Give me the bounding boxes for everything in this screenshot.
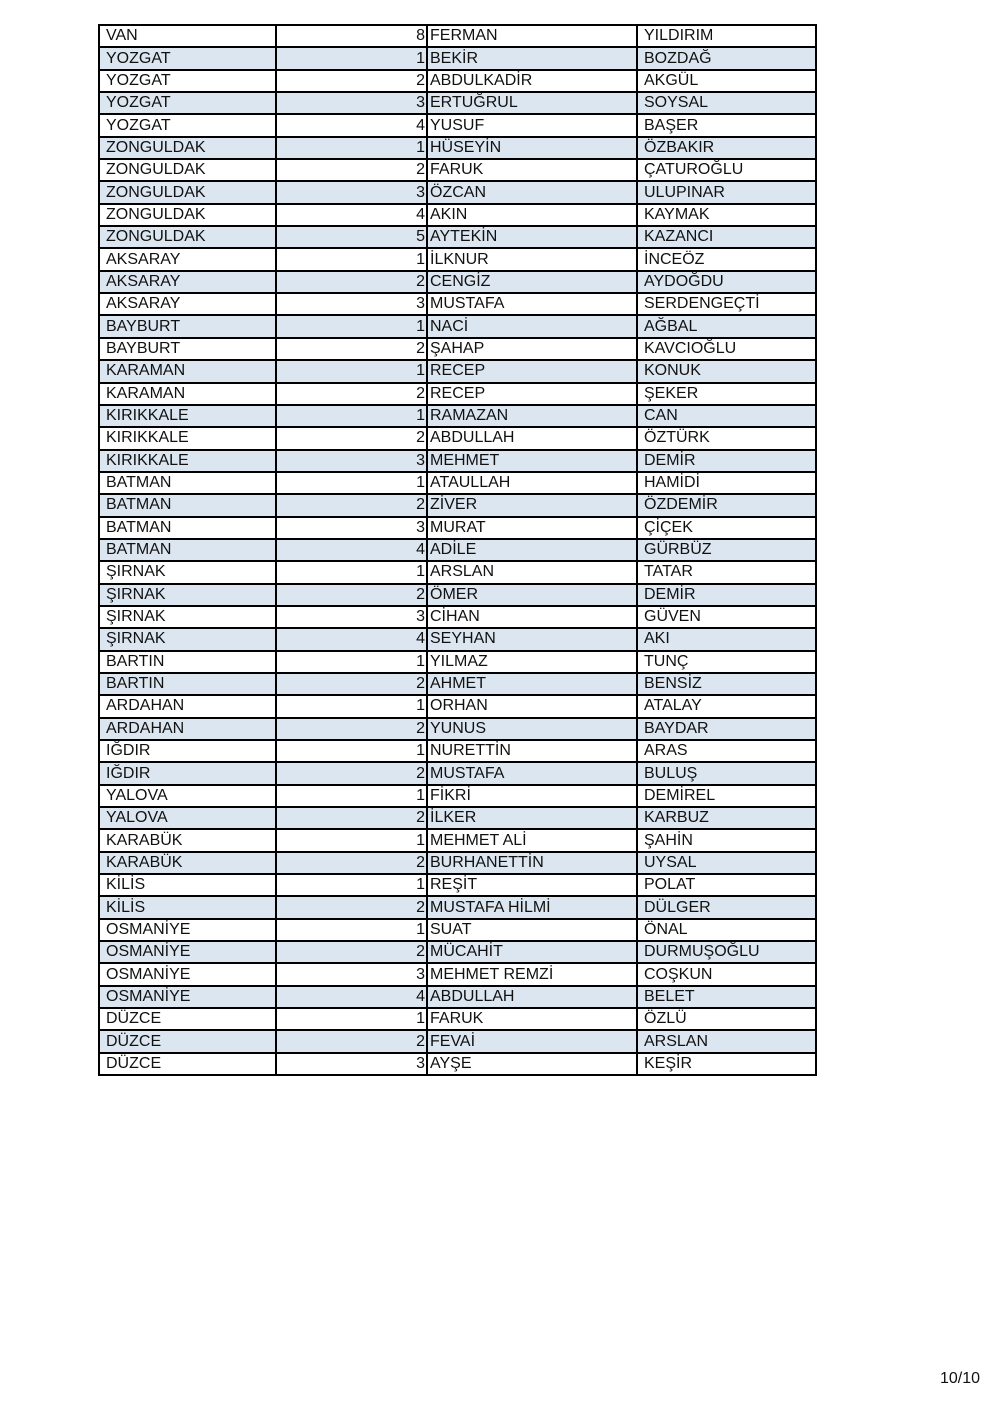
last-name-cell: BAŞER (637, 114, 816, 136)
table-row (99, 628, 816, 650)
table-row (99, 472, 816, 494)
first-name-cell: RAMAZAN (427, 405, 637, 427)
table-row (99, 25, 816, 47)
table-row (99, 450, 816, 472)
table-row (99, 986, 816, 1008)
rank-cell: 4 (276, 114, 427, 136)
province-cell: DÜZCE (99, 1053, 276, 1075)
first-name-cell: FEVAİ (427, 1030, 637, 1052)
first-name-cell: İLKNUR (427, 248, 637, 270)
rank-cell: 3 (276, 1053, 427, 1075)
last-name-cell: ÖZTÜRK (637, 427, 816, 449)
rank-cell: 2 (276, 383, 427, 405)
province-cell: KARAMAN (99, 383, 276, 405)
table-row (99, 360, 816, 382)
last-name-cell: KAYMAK (637, 204, 816, 226)
first-name-cell: ATAULLAH (427, 472, 637, 494)
province-cell: AKSARAY (99, 271, 276, 293)
province-cell: KIRIKKALE (99, 405, 276, 427)
province-cell: ŞIRNAK (99, 561, 276, 583)
rank-cell: 1 (276, 1008, 427, 1030)
table-row (99, 70, 816, 92)
first-name-cell: BURHANETTİN (427, 852, 637, 874)
first-name-cell: SUAT (427, 919, 637, 941)
province-cell: KİLİS (99, 874, 276, 896)
first-name-cell: HÜSEYİN (427, 137, 637, 159)
rank-cell: 8 (276, 25, 427, 47)
province-cell: ŞIRNAK (99, 584, 276, 606)
last-name-cell: TUNÇ (637, 651, 816, 673)
province-cell: BARTIN (99, 651, 276, 673)
rank-cell: 1 (276, 315, 427, 337)
table-row (99, 896, 816, 918)
last-name-cell: DEMİR (637, 450, 816, 472)
rank-cell: 4 (276, 539, 427, 561)
first-name-cell: BEKİR (427, 47, 637, 69)
province-cell: ZONGULDAK (99, 204, 276, 226)
rank-cell: 1 (276, 651, 427, 673)
last-name-cell: ULUPINAR (637, 181, 816, 203)
table-row (99, 963, 816, 985)
first-name-cell: ŞAHAP (427, 338, 637, 360)
table-row (99, 137, 816, 159)
table-row (99, 1008, 816, 1030)
rank-cell: 2 (276, 673, 427, 695)
first-name-cell: ÖZCAN (427, 181, 637, 203)
rank-cell: 2 (276, 852, 427, 874)
rank-cell: 2 (276, 494, 427, 516)
table-row (99, 740, 816, 762)
table-row (99, 226, 816, 248)
table-row (99, 584, 816, 606)
table-row (99, 919, 816, 941)
first-name-cell: FARUK (427, 159, 637, 181)
province-cell: IĞDIR (99, 740, 276, 762)
province-cell: KIRIKKALE (99, 450, 276, 472)
table-row (99, 159, 816, 181)
candidate-table (98, 24, 817, 1076)
table-row (99, 561, 816, 583)
rank-cell: 4 (276, 986, 427, 1008)
first-name-cell: ABDULKADİR (427, 70, 637, 92)
last-name-cell: CAN (637, 405, 816, 427)
last-name-cell: TATAR (637, 561, 816, 583)
first-name-cell: ABDULLAH (427, 427, 637, 449)
last-name-cell: HAMİDİ (637, 472, 816, 494)
first-name-cell: SEYHAN (427, 628, 637, 650)
rank-cell: 3 (276, 517, 427, 539)
province-cell: OSMANİYE (99, 941, 276, 963)
page-number: 10/10 (939, 1370, 980, 1387)
table-row (99, 204, 816, 226)
table-row (99, 338, 816, 360)
rank-cell: 2 (276, 896, 427, 918)
province-cell: YALOVA (99, 785, 276, 807)
province-cell: OSMANİYE (99, 963, 276, 985)
province-cell: AKSARAY (99, 293, 276, 315)
last-name-cell: ÇATUROĞLU (637, 159, 816, 181)
province-cell: OSMANİYE (99, 919, 276, 941)
rank-cell: 2 (276, 271, 427, 293)
table-row (99, 315, 816, 337)
province-cell: BATMAN (99, 539, 276, 561)
table-row (99, 114, 816, 136)
table-row (99, 293, 816, 315)
table-row (99, 248, 816, 270)
rank-cell: 2 (276, 762, 427, 784)
province-cell: OSMANİYE (99, 986, 276, 1008)
last-name-cell: UYSAL (637, 852, 816, 874)
province-cell: KIRIKKALE (99, 427, 276, 449)
last-name-cell: BENSİZ (637, 673, 816, 695)
table-row (99, 517, 816, 539)
province-cell: ARDAHAN (99, 695, 276, 717)
table-row (99, 271, 816, 293)
rank-cell: 1 (276, 248, 427, 270)
last-name-cell: BULUŞ (637, 762, 816, 784)
table-row (99, 762, 816, 784)
last-name-cell: DURMUŞOĞLU (637, 941, 816, 963)
rank-cell: 1 (276, 695, 427, 717)
last-name-cell: COŞKUN (637, 963, 816, 985)
province-cell: YOZGAT (99, 47, 276, 69)
first-name-cell: FARUK (427, 1008, 637, 1030)
first-name-cell: ZİVER (427, 494, 637, 516)
last-name-cell: KONUK (637, 360, 816, 382)
first-name-cell: ÖMER (427, 584, 637, 606)
rank-cell: 1 (276, 405, 427, 427)
last-name-cell: ÖZDEMİR (637, 494, 816, 516)
last-name-cell: İNCEÖZ (637, 248, 816, 270)
table-row (99, 785, 816, 807)
first-name-cell: FERMAN (427, 25, 637, 47)
rank-cell: 2 (276, 584, 427, 606)
first-name-cell: ARSLAN (427, 561, 637, 583)
last-name-cell: KARBUZ (637, 807, 816, 829)
rank-cell: 2 (276, 941, 427, 963)
province-cell: BATMAN (99, 494, 276, 516)
table-row (99, 829, 816, 851)
last-name-cell: ÖZBAKIR (637, 137, 816, 159)
first-name-cell: YUSUF (427, 114, 637, 136)
last-name-cell: ÇİÇEK (637, 517, 816, 539)
rank-cell: 2 (276, 159, 427, 181)
province-cell: ZONGULDAK (99, 137, 276, 159)
rank-cell: 1 (276, 740, 427, 762)
first-name-cell: MÜCAHİT (427, 941, 637, 963)
rank-cell: 3 (276, 606, 427, 628)
table-row (99, 606, 816, 628)
first-name-cell: CENGİZ (427, 271, 637, 293)
table-row (99, 1053, 816, 1075)
first-name-cell: ORHAN (427, 695, 637, 717)
rank-cell: 1 (276, 47, 427, 69)
last-name-cell: ATALAY (637, 695, 816, 717)
rank-cell: 3 (276, 181, 427, 203)
rank-cell: 4 (276, 204, 427, 226)
first-name-cell: RECEP (427, 383, 637, 405)
table-row (99, 807, 816, 829)
rank-cell: 1 (276, 919, 427, 941)
first-name-cell: NURETTİN (427, 740, 637, 762)
table-row (99, 494, 816, 516)
first-name-cell: İLKER (427, 807, 637, 829)
last-name-cell: BELET (637, 986, 816, 1008)
table-row (99, 383, 816, 405)
first-name-cell: AYŞE (427, 1053, 637, 1075)
rank-cell: 3 (276, 293, 427, 315)
last-name-cell: KEŞİR (637, 1053, 816, 1075)
rank-cell: 1 (276, 137, 427, 159)
table-row (99, 1030, 816, 1052)
province-cell: KARABÜK (99, 829, 276, 851)
province-cell: YOZGAT (99, 114, 276, 136)
last-name-cell: DEMİREL (637, 785, 816, 807)
first-name-cell: ADİLE (427, 539, 637, 561)
province-cell: YALOVA (99, 807, 276, 829)
province-cell: ZONGULDAK (99, 226, 276, 248)
last-name-cell: DEMİR (637, 584, 816, 606)
table-row (99, 941, 816, 963)
last-name-cell: ŞEKER (637, 383, 816, 405)
table-row (99, 718, 816, 740)
first-name-cell: YILMAZ (427, 651, 637, 673)
last-name-cell: ARAS (637, 740, 816, 762)
province-cell: YOZGAT (99, 92, 276, 114)
first-name-cell: CİHAN (427, 606, 637, 628)
province-cell: DÜZCE (99, 1030, 276, 1052)
candidate-table-body (99, 25, 816, 1075)
rank-cell: 1 (276, 874, 427, 896)
table-row (99, 673, 816, 695)
rank-cell: 3 (276, 450, 427, 472)
table-row (99, 852, 816, 874)
first-name-cell: MUSTAFA (427, 293, 637, 315)
first-name-cell: RECEP (427, 360, 637, 382)
last-name-cell: GÜRBÜZ (637, 539, 816, 561)
rank-cell: 2 (276, 718, 427, 740)
table-row (99, 874, 816, 896)
last-name-cell: BOZDAĞ (637, 47, 816, 69)
last-name-cell: AĞBAL (637, 315, 816, 337)
province-cell: ŞIRNAK (99, 628, 276, 650)
last-name-cell: KAZANCI (637, 226, 816, 248)
first-name-cell: REŞİT (427, 874, 637, 896)
last-name-cell: AYDOĞDU (637, 271, 816, 293)
rank-cell: 1 (276, 561, 427, 583)
first-name-cell: AKIN (427, 204, 637, 226)
rank-cell: 3 (276, 92, 427, 114)
table-row (99, 539, 816, 561)
province-cell: VAN (99, 25, 276, 47)
table-row (99, 651, 816, 673)
first-name-cell: MEHMET REMZİ (427, 963, 637, 985)
rank-cell: 1 (276, 360, 427, 382)
rank-cell: 2 (276, 427, 427, 449)
table-row (99, 427, 816, 449)
last-name-cell: KAVCIOĞLU (637, 338, 816, 360)
first-name-cell: MURAT (427, 517, 637, 539)
last-name-cell: GÜVEN (637, 606, 816, 628)
province-cell: ŞIRNAK (99, 606, 276, 628)
rank-cell: 4 (276, 628, 427, 650)
province-cell: KARABÜK (99, 852, 276, 874)
first-name-cell: MEHMET ALİ (427, 829, 637, 851)
table-row (99, 405, 816, 427)
last-name-cell: DÜLGER (637, 896, 816, 918)
rank-cell: 5 (276, 226, 427, 248)
rank-cell: 2 (276, 338, 427, 360)
province-cell: BATMAN (99, 517, 276, 539)
province-cell: BARTIN (99, 673, 276, 695)
last-name-cell: ŞAHİN (637, 829, 816, 851)
rank-cell: 3 (276, 963, 427, 985)
province-cell: BAYBURT (99, 315, 276, 337)
first-name-cell: ERTUĞRUL (427, 92, 637, 114)
province-cell: AKSARAY (99, 248, 276, 270)
province-cell: KARAMAN (99, 360, 276, 382)
province-cell: KİLİS (99, 896, 276, 918)
last-name-cell: SOYSAL (637, 92, 816, 114)
first-name-cell: ABDULLAH (427, 986, 637, 1008)
rank-cell: 1 (276, 472, 427, 494)
province-cell: ARDAHAN (99, 718, 276, 740)
last-name-cell: SERDENGEÇTİ (637, 293, 816, 315)
table-row (99, 47, 816, 69)
first-name-cell: MUSTAFA (427, 762, 637, 784)
first-name-cell: AYTEKİN (427, 226, 637, 248)
province-cell: ZONGULDAK (99, 181, 276, 203)
rank-cell: 2 (276, 807, 427, 829)
table-row (99, 92, 816, 114)
first-name-cell: MUSTAFA HİLMİ (427, 896, 637, 918)
last-name-cell: POLAT (637, 874, 816, 896)
first-name-cell: AHMET (427, 673, 637, 695)
province-cell: BAYBURT (99, 338, 276, 360)
rank-cell: 1 (276, 785, 427, 807)
rank-cell: 1 (276, 829, 427, 851)
province-cell: BATMAN (99, 472, 276, 494)
province-cell: ZONGULDAK (99, 159, 276, 181)
province-cell: DÜZCE (99, 1008, 276, 1030)
rank-cell: 2 (276, 1030, 427, 1052)
rank-cell: 2 (276, 70, 427, 92)
province-cell: IĞDIR (99, 762, 276, 784)
table-row (99, 695, 816, 717)
first-name-cell: MEHMET (427, 450, 637, 472)
first-name-cell: YUNUS (427, 718, 637, 740)
last-name-cell: ÖNAL (637, 919, 816, 941)
last-name-cell: ÖZLÜ (637, 1008, 816, 1030)
last-name-cell: ARSLAN (637, 1030, 816, 1052)
last-name-cell: YILDIRIM (637, 25, 816, 47)
province-cell: YOZGAT (99, 70, 276, 92)
first-name-cell: FİKRİ (427, 785, 637, 807)
first-name-cell: NACİ (427, 315, 637, 337)
last-name-cell: AKI (637, 628, 816, 650)
last-name-cell: BAYDAR (637, 718, 816, 740)
last-name-cell: AKGÜL (637, 70, 816, 92)
table-row (99, 181, 816, 203)
